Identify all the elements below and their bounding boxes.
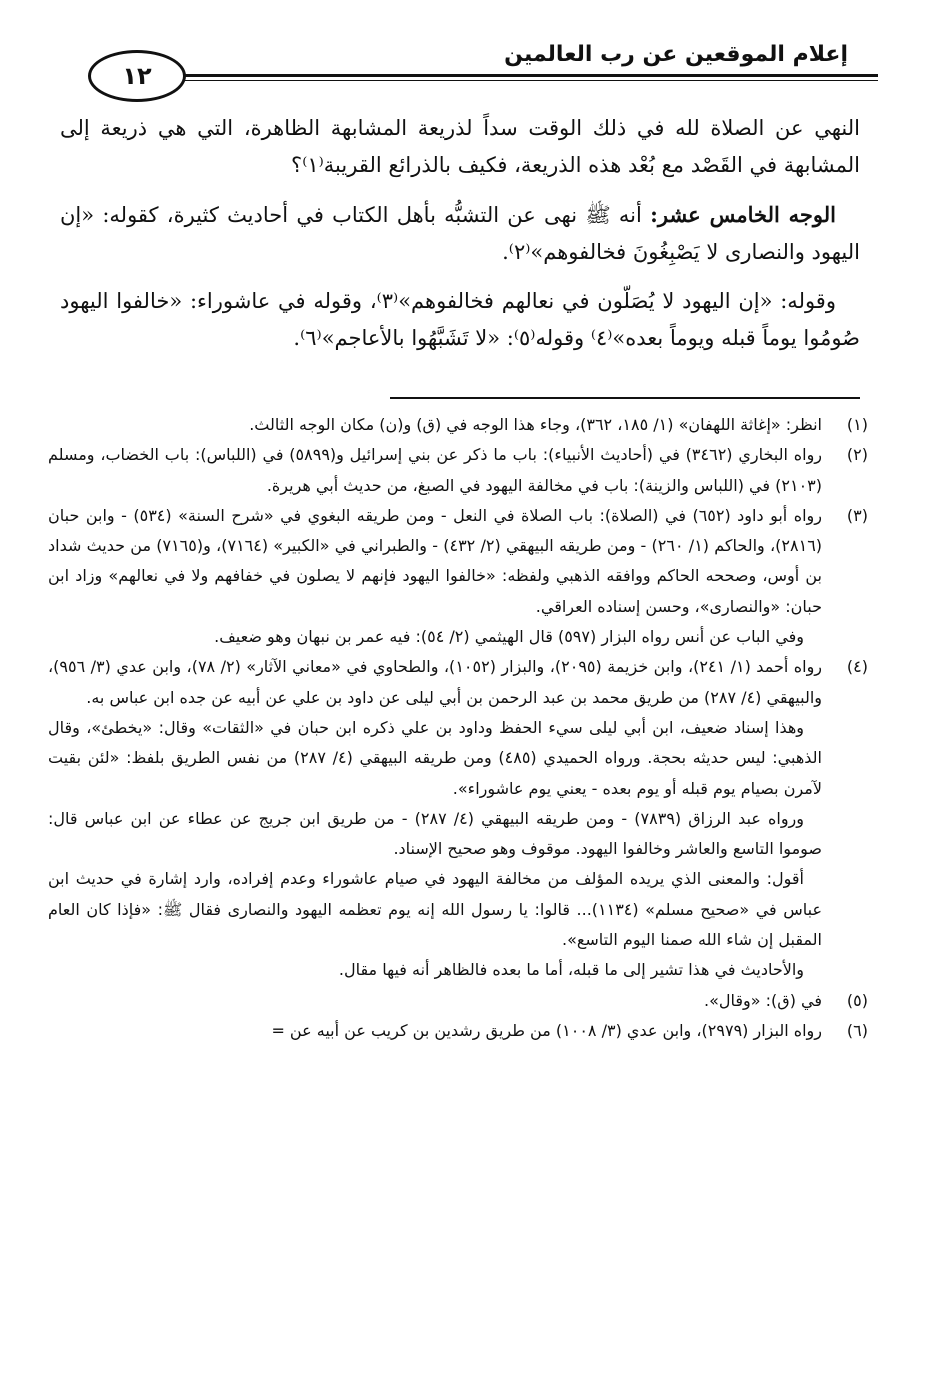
- paragraph-1: النهي عن الصلاة لله في ذلك الوقت سداً لذريعة المشابهة الظاهرة، التي هي ذريعة إلى المشابهة في القَصْد مع بُعْد هذه الذريعة، فكيف بالذرائع القريبة⁽١⁾؟: [60, 116, 860, 177]
- section-heading: الوجه الخامس عشر:: [650, 202, 836, 227]
- footnote-text: رواه أبو داود (٦٥٢) في (الصلاة): باب الصلاة في النعل - ومن طريقه البغوي في «شرح السنة» (٥٣٤) - وابن حبان (٢٨١٦)، والحاكم (١/ ٢٦٠) - ومن طريقه البيهقي (٢/ ٤٣٢) - والطبراني في «الكبير» (٧١٦٤)، و(٧١٦٥) من حديث شداد بن أوس، وصححه الحاكم ووافقه الذهبي ولفظه: «خالفوا اليهود فإنهم لا يصلون في خفافهم ولا في نعالهم» وزاد ابن حبان: «والنصارى»، وحسن إسناده العراقي.: [48, 505, 823, 616]
- footnote-text: رواه أحمد (١/ ٢٤١)، وابن خزيمة (٢٠٩٥)، والبزار (١٠٥٢)، والطحاوي في «معاني الآثار» (٢/ ٧٨)، وابن عدي (٣/ ٩٥٦)، والبيهقي (٤/ ٢٨٧) من طريق محمد بن عبد الرحمن بن أبي ليلى عن داود بن علي عن أبيه عن جده ابن عباس به.: [48, 657, 823, 707]
- footnote-text: والأحاديث في هذا تشير إلى ما قبله، أما ما بعده فالظاهر أنه فيها مقال.: [338, 960, 804, 980]
- footnote-body: [48, 652, 822, 985]
- footnote-number: (٤): [846, 657, 868, 677]
- footnote-text: انظر: «إغاثة اللهفان» (١/ ١٨٥، ٣٦٢)، وجاء هذا الوجه في (ق) و(ن) مكان الوجه الثالث.: [249, 415, 822, 434]
- footnote-text: رواه البزار (٢٩٧٩)، وابن عدي (٣/ ١٠٠٨) من طريق رشدين بن كريب عن أبيه عن =: [271, 1020, 822, 1040]
- footnote-body: [48, 1016, 822, 1046]
- footnote-text: وهذا إسناد ضعيف، ابن أبي ليلى سيء الحفظ وداود بن علي ذكره ابن حبان في «الثقات» وقال: «يخطئ»، وقال الذهبي: ليس حديثه بحجة. ورواه الحميدي (٤٨٥) ومن طريقه البيهقي (٤/ ٢٨٧) من نفس الطريق بلفظ: «لئن بقيت لآمرن بصيام يوم قبله أو يوم بعده - يعني يوم عاشوراء».: [48, 717, 823, 798]
- footnote-number: (٣): [846, 505, 868, 525]
- main-text: [60, 110, 860, 369]
- footnote-separator: [390, 397, 860, 399]
- footnote-body: [48, 501, 822, 652]
- footnote-body: [48, 986, 822, 1016]
- footnote-text: وفي الباب عن أنس رواه البزار (٥٩٧) قال الهيثمي (٢/ ٥٤): فيه عمر بن نبهان وهو ضعيف.: [214, 627, 804, 647]
- footnote: [48, 1016, 868, 1046]
- footnote-number: (١): [846, 415, 868, 434]
- header-rule: [180, 74, 878, 77]
- paragraph-2: [60, 196, 860, 271]
- footnote: [48, 986, 868, 1016]
- footnote: [48, 440, 868, 501]
- page-header: [88, 38, 878, 98]
- footnote-text: أقول: والمعنى الذي يريده المؤلف من مخالفة اليهود في صيام عاشوراء وعدم إفراده، وارد إشارة في حديث ابن عباس في «صحيح مسلم» (١١٣٤)... قالوا: يا رسول الله إنه يوم تعظمه اليهود والنصارى فقال ﷺ: «فإذا كان العام المقبل إن شاء الله صمنا اليوم التاسع».: [48, 869, 822, 950]
- footnote: [48, 652, 868, 985]
- footnote-text: ورواه عبد الرزاق (٧٨٣٩) - ومن طريقه البيهقي (٤/ ٢٨٧) - من طريق ابن جريج عن عطاء عن ابن عباس قال: صوموا التاسع والعاشر وخالفوا اليهود. موقوف وهو صحيح الإسناد.: [48, 808, 822, 859]
- footnote: [48, 410, 868, 440]
- footnote-number: (٦): [846, 1020, 868, 1040]
- footnote-number: (٥): [846, 990, 868, 1010]
- paragraph-3: وقوله: «إن اليهود لا يُصَلّون في نعالهم فخالفوهم»⁽٣⁾، وقوله في عاشوراء: «خالفوا اليهود صُومُوا يوماً قبله ويوماً بعده»⁽٤⁾ وقوله⁽٥⁾: «لا تَشَبَّهُوا بالأعاجم»⁽٦⁾.: [60, 289, 860, 350]
- paragraph-2-text: أنه ﷺ نهى عن التشبُّه بأهل الكتاب في أحاديث كثيرة، كقوله: «إن اليهود والنصارى لا يَصْبِغُونَ فخالفوهم»⁽٢⁾.: [60, 203, 860, 264]
- footnote-text: رواه البخاري (٣٤٦٢) في (أحاديث الأنبياء): باب ما ذكر عن بني إسرائيل و(٥٨٩٩) في (اللباس): باب الخضاب، ومسلم (٢١٠٣) في (اللباس والزينة): باب في مخالفة اليهود في الصبغ، من حديث أبي هريرة.: [48, 445, 823, 495]
- footnote-number: (٢): [846, 445, 868, 465]
- page-number-badge: [88, 50, 186, 102]
- footnote-text: في (ق): «وقال».: [704, 990, 822, 1010]
- footnote: [48, 501, 868, 652]
- footnote-body: [48, 440, 822, 501]
- header-rule-thin: [180, 80, 878, 81]
- page-number: ١٢: [122, 62, 152, 90]
- footnotes: [48, 410, 868, 1046]
- running-title: إعلام الموقعين عن رب العالمين: [504, 42, 848, 67]
- footnote-body: [48, 410, 822, 440]
